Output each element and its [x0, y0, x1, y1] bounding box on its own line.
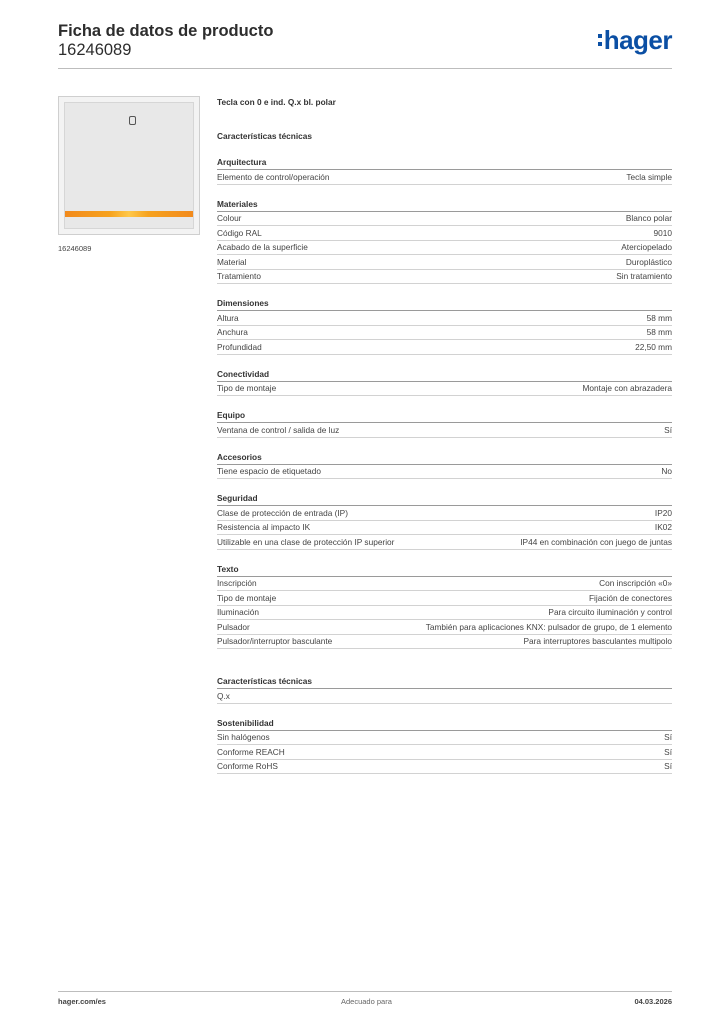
spec-value: Con inscripción «0»	[599, 578, 672, 588]
spec-value: Aterciopelado	[621, 242, 672, 252]
spec-label: Inscripción	[217, 578, 257, 588]
spec-value: Para circuito iluminación y control	[548, 607, 672, 617]
spec-row	[217, 340, 672, 355]
spec-value: Tecla simple	[626, 171, 672, 182]
spec-label: Ventana de control / salida de luz	[217, 424, 340, 435]
spec-value: Sí	[664, 746, 672, 757]
section-title: Materiales	[217, 198, 672, 212]
spec-label: Acabado de la superficie	[217, 242, 308, 252]
spec-row	[217, 745, 672, 760]
section-title: Texto	[217, 563, 672, 577]
spec-value: Sí	[664, 761, 672, 771]
spec-row	[217, 382, 672, 397]
spec-sections-extra	[217, 675, 672, 774]
spec-section	[217, 717, 672, 775]
spec-row	[217, 731, 672, 746]
section-title: Conectividad	[217, 368, 672, 382]
spec-row	[217, 506, 672, 521]
spec-label: Tipo de montaje	[217, 592, 277, 603]
spec-value: IK02	[654, 522, 672, 532]
spec-row	[217, 521, 672, 536]
led-indicator-strip	[65, 211, 193, 217]
logo-wordmark: hager	[603, 25, 672, 55]
spec-value: Sin tratamiento	[616, 271, 672, 281]
header-divider	[58, 68, 672, 69]
spec-label: Profundidad	[217, 341, 262, 352]
spec-value: Blanco polar	[625, 213, 672, 223]
spec-label: Resistencia al impacto IK	[217, 522, 311, 532]
spec-row	[217, 577, 672, 592]
spec-label: Clase de protección de entrada (IP)	[217, 507, 348, 518]
spec-row	[217, 760, 672, 775]
spec-section	[217, 492, 672, 550]
spec-value: Duroplástico	[625, 256, 672, 267]
spec-section	[217, 198, 672, 285]
section-title: Dimensiones	[217, 297, 672, 311]
spec-label: Anchura	[217, 327, 248, 337]
section-title: Equipo	[217, 409, 672, 423]
spec-label: Tratamiento	[217, 271, 261, 281]
section-title: Seguridad	[217, 492, 672, 506]
footer-suitable-for: Adecuado para	[341, 997, 392, 1006]
section-title: Arquitectura	[217, 156, 672, 170]
hager-logo	[598, 26, 672, 54]
switch-plate	[64, 102, 194, 229]
spec-value: Sí	[664, 424, 672, 435]
spec-row	[217, 241, 672, 256]
spec-value: También para aplicaciones KNX: pulsador de grupo, de 1 elemento	[425, 621, 672, 632]
spec-label: Sin halógenos	[217, 732, 270, 742]
product-name: Tecla con 0 e ind. Q.x bl. polar	[217, 97, 336, 107]
spec-label: Pulsador	[217, 621, 250, 632]
spec-section	[217, 368, 672, 397]
spec-row	[217, 535, 672, 550]
spec-label: Tiene espacio de etiquetado	[217, 466, 321, 476]
spec-row	[217, 226, 672, 241]
spec-row	[217, 270, 672, 285]
section-title: Accesorios	[217, 451, 672, 465]
spec-label: Código RAL	[217, 227, 262, 238]
spec-section	[217, 297, 672, 355]
footer-website: hager.com/es	[58, 997, 106, 1006]
spec-label: Pulsador/interruptor basculante	[217, 636, 333, 646]
spec-row	[217, 326, 672, 341]
tech-characteristics-heading: Características técnicas	[217, 131, 313, 141]
spec-label: Tipo de montaje	[217, 383, 277, 393]
spec-label: Conforme REACH	[217, 746, 285, 757]
spec-label: Q.x	[217, 690, 230, 701]
footer-date: 04.03.2026	[634, 997, 672, 1006]
spec-section	[217, 409, 672, 438]
zero-symbol-icon	[129, 116, 136, 125]
spec-value: Para interruptores basculantes multipolo	[523, 636, 672, 646]
spec-row	[217, 311, 672, 326]
document-header	[58, 22, 273, 60]
spec-label: Material	[217, 256, 247, 267]
spec-value: IP44 en combinación con juego de juntas	[520, 536, 672, 547]
spec-row	[217, 255, 672, 270]
product-image	[58, 96, 200, 235]
spec-row	[217, 620, 672, 635]
spec-row	[217, 689, 672, 704]
footer-divider	[58, 991, 672, 992]
spec-row	[217, 591, 672, 606]
spec-content	[217, 96, 672, 787]
product-image-caption: 16246089	[58, 244, 92, 253]
section-title: Sostenibilidad	[217, 717, 672, 731]
spec-value: 58 mm	[646, 312, 672, 323]
spec-value: Fijación de conectores	[588, 592, 672, 603]
spec-value: 58 mm	[646, 327, 672, 337]
spec-label: Iluminación	[217, 607, 259, 617]
spec-section	[217, 675, 672, 704]
spec-row	[217, 212, 672, 227]
spec-label: Elemento de control/operación	[217, 171, 330, 182]
spec-value: Sí	[664, 732, 672, 742]
spec-label: Altura	[217, 312, 239, 323]
spec-row	[217, 635, 672, 650]
spec-label: Colour	[217, 213, 242, 223]
spec-value: No	[661, 466, 672, 476]
spec-row	[217, 465, 672, 480]
spec-label: Conforme RoHS	[217, 761, 278, 771]
spec-sections	[217, 156, 672, 649]
spec-label: Utilizable en una clase de protección IP superior	[217, 536, 395, 547]
logo-colon-icon	[598, 34, 602, 46]
spec-row	[217, 423, 672, 438]
spec-value: 9010	[653, 227, 672, 238]
spec-value: Montaje con abrazadera	[582, 383, 672, 393]
section-title: Características técnicas	[217, 675, 672, 689]
spec-value: 22,50 mm	[635, 341, 672, 352]
document-title: Ficha de datos de producto	[58, 22, 274, 40]
spec-value: IP20	[654, 507, 672, 518]
spec-row	[217, 170, 672, 185]
product-number: 16246089	[58, 41, 132, 59]
spec-section	[217, 156, 672, 185]
spec-section	[217, 451, 672, 480]
spec-section	[217, 563, 672, 650]
spec-row	[217, 606, 672, 621]
